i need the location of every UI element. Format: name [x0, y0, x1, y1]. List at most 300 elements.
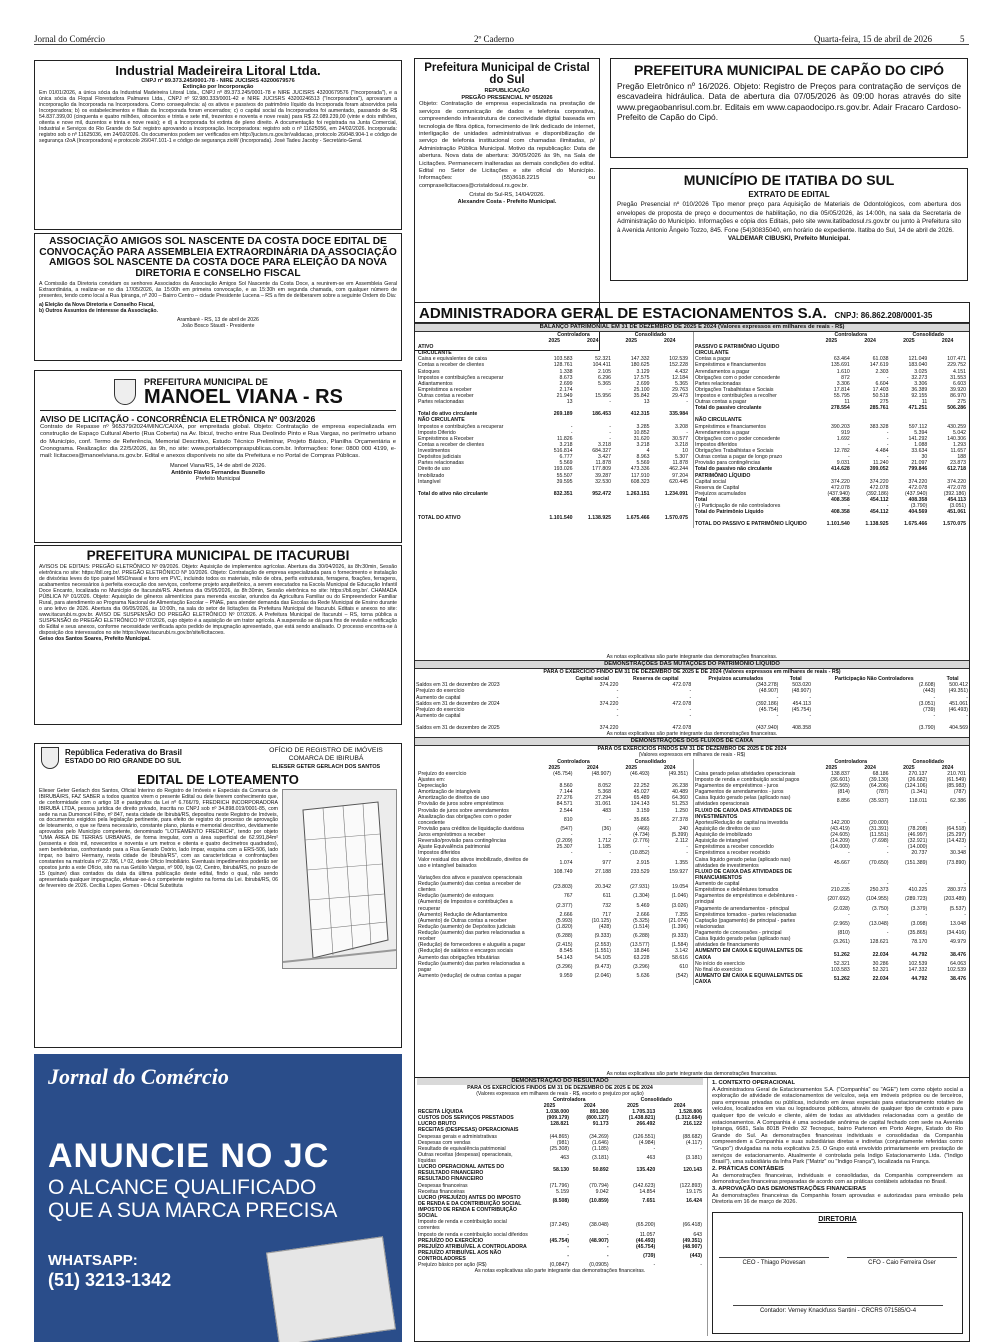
cell-value: (443)	[689, 1253, 702, 1259]
cell-value: 412.315	[630, 411, 650, 418]
cell-value: 8.545	[559, 948, 573, 955]
notice-signature-role: Prefeito Municipal	[195, 476, 241, 483]
cell-value: (343.278)	[756, 682, 779, 689]
cell-value: (49.351)	[682, 1237, 702, 1244]
cell-value: (27.931)	[630, 884, 650, 891]
cell-value: 140.306	[947, 435, 966, 442]
cell-value: -	[886, 454, 889, 461]
cash-flow-note: As notas explicativas são parte integrante das demonstrações financeiras.	[606, 1070, 778, 1077]
table-row	[417, 930, 689, 942]
cell-value: (46.997)	[907, 832, 928, 839]
cash-flow-title: DEMONSTRAÇÕES DOS FLUXOS DE CAIXA	[415, 737, 969, 746]
row-label: Pagamentos de empréstimos e debêntures - principal	[695, 893, 798, 906]
cell-value: (20.000)	[869, 819, 889, 826]
table-row	[417, 961, 689, 973]
cell-value: 103.583	[553, 356, 573, 363]
row-label: Reversão/provisão para contingências	[418, 838, 507, 845]
row-label: Despesas gerais e administrativas	[418, 1133, 498, 1140]
table-row	[694, 795, 967, 807]
row-label: Empréstimos e debêntures tomados	[695, 887, 779, 894]
col-year: 2025	[825, 337, 838, 344]
row-label: LUCRO OPERACIONAL ANTES DO RESULTADO FINANCEIRO	[418, 1164, 505, 1177]
cell-value: -	[609, 399, 611, 406]
cell-value: 44.792	[911, 976, 928, 983]
cell-value: (739)	[643, 1253, 656, 1259]
notice-title: Prefeitura Municipal de Cristal do Sul	[424, 62, 590, 87]
cell-value: (70.794)	[589, 1182, 609, 1189]
cell-value: (437.940)	[905, 490, 928, 497]
table-row	[694, 857, 967, 869]
cell-value: -	[776, 694, 779, 701]
cell-value: 7.144	[559, 789, 573, 796]
row-label: LUCRO (PREJUÍZO) ANTES DO IMPOSTO DE RENDA E DA CONTRIBUIÇÃO SOCIAL	[418, 1194, 522, 1207]
cash-flow	[415, 759, 969, 1071]
notice-signature: Alexandre Costa - Prefeito Municipal.	[457, 198, 557, 205]
row-label: NÃO CIRCULANTE	[418, 417, 465, 424]
row-label: Prejuízo básico por ação (R$)	[418, 1262, 487, 1269]
cell-value: 27.188	[595, 868, 611, 875]
cell-value: (542)	[675, 972, 688, 979]
cell-value: 3.218	[598, 441, 611, 448]
cell-value: -	[925, 881, 928, 888]
cell-value: 2.915	[636, 859, 650, 866]
cell-value: (73.890)	[946, 859, 966, 866]
cell-value: -	[848, 850, 850, 857]
cell-value: (5.399)	[671, 832, 688, 839]
cell-value: 14.854	[639, 1188, 656, 1195]
table-row	[417, 1250, 703, 1262]
cell-value: 45.667	[833, 859, 850, 866]
row-label: IMPOSTO DE RENDA E CONTRIBUIÇÃO SOCIAL	[418, 1207, 517, 1220]
cell-value: 608.323	[630, 478, 650, 485]
row-label: Caixa líquido gerado pelas (aplicado nas) atividades de investimentos	[695, 856, 791, 869]
cell-value: 20.737	[911, 850, 928, 857]
agenda-item-2: b) Outros Assuntos de interesse da Associação.	[39, 307, 158, 314]
cell-value: (49.351)	[948, 688, 968, 695]
row-label: Impostos diferidos	[418, 850, 461, 857]
cell-value: -	[606, 1253, 609, 1259]
row-label: Resultado de equivalência patrimonial	[418, 1145, 506, 1152]
cell-value: (46.493)	[948, 706, 968, 713]
table-row	[417, 899, 689, 911]
cell-value: 8.673	[559, 374, 573, 381]
cell-value: 142.200	[830, 819, 850, 826]
cell-value: (4.984)	[638, 1139, 656, 1146]
cell-value: 408.358	[792, 725, 812, 732]
row-label: Total do Patrimônio Líquido	[695, 509, 764, 516]
cell-value	[812, 808, 851, 820]
cell-value: (2.209)	[556, 838, 573, 845]
cell-value: 250.373	[869, 887, 889, 894]
cell-value: 55.795	[833, 393, 850, 400]
cell-value: (1.646)	[592, 1139, 609, 1146]
cell-value: (1.046)	[671, 893, 688, 900]
cell-value: (5.325)	[633, 917, 650, 924]
cell-value: 3.218	[675, 441, 688, 448]
row-label: Adiantamentos	[418, 380, 453, 387]
cell-value: (23.803)	[553, 884, 573, 891]
notice-body: Em 01/01/2026, a única sócia da Industrial Madeireira Litoral Ltda., CNPJ nº 89.373.245/0001-78 e NIRE JUCISRS 43200679576 ("Incorporada"), e a única sócia da Flopal Florestadora Palmares Ltda., CNPJ nº 92.980.333/0001-42 e NIRE JUCISRS 43200246513 ("Incorporadora"), aprovaram a incorporação da Incorporada na Incorporadora. Como consequência: a) os ativos e passivos do patrimônio líquido da Incorporada foram absorvidos pela Incorporadora; b) os estabelecimentos e filiais da Incorporada foram encerrados; c) o capital social da Incorporadora foi aumentado, passando de R$ 54.837.399,00 (cinquenta e quatro milhões, oitocentos e trinta e sete mil, trezentos e noventa e nove reais) para R$ 22.089.239,00 (vinte e dois milhões, oitenta e nove mil, duzentos e trinta e nove reais); e d) a Incorporada foi extinta de pleno direito. A documentação foi registrada na Junta Comercial, Industrial e Serviços do Rio Grande do Sul: registro aprovando a incorporação. Incorporadora: registro sob o nº 11625056, em 24/02/2026. Incorporada: registro sob o nº 11625036, em 24/02/2026. Os documentos podem ser verificados em http://jucisrs.rs.gov.br/validacao, protocolo 26/048.904-1 e código de segurança r2oA (Incorporadora) e protocolo 26/047.101-1 e código de segurança zioW (Incorporada). José Tadeu Jacoby - Secretário-Geral.	[39, 89, 397, 144]
cell-value: 233.529	[630, 868, 650, 875]
cash-flow-subtitle-2: (Valores expressos em milhares de reais - R$)	[638, 752, 746, 759]
row-label: Imposto de renda e contribuição social diferidos	[418, 1231, 528, 1238]
row-label: Depreciação	[418, 783, 448, 790]
equity-changes-table	[415, 676, 969, 731]
row-label: Outras contas a pagar	[695, 399, 747, 406]
notice-body: Pregão Eletrônico nº 16/2026. Objeto: Registro de Preços para contratação de serviços de escavadeira hidráulica. Data de abertura dia 07/05/2026 às 09:00 horas através do site www.pregaobanrisul.com.br. Editais em www.capaodocipo.rs.gov.br. Adair Fracaro Cardoso- Prefeito de Capão do Cipó.	[617, 80, 961, 123]
cell-value: 472.078	[672, 682, 692, 689]
cell-value: 31.620	[633, 435, 650, 442]
col-consolidado: Consolidado	[912, 758, 944, 765]
table-row	[694, 424, 967, 430]
cell-value: -	[567, 1243, 569, 1250]
cell-value: (909.179)	[546, 1115, 569, 1122]
column-header: Participação Não Controladores	[834, 676, 914, 683]
cell-value: 2.699	[636, 380, 650, 387]
cell-value: (787)	[876, 789, 889, 796]
cell-value: 147.332	[630, 356, 650, 363]
col-year: 2025	[825, 764, 838, 771]
cell-value: (85.983)	[946, 783, 966, 790]
cell-value: (739)	[923, 706, 936, 713]
cell-value: 717	[602, 911, 611, 918]
cell-value: 135.691	[830, 362, 850, 369]
row-label: Impostos e contribuições a recolher	[695, 393, 777, 400]
income-statement-subtitle-2: (Valores expressos em milhares de reais - R$, exceto o prejuízo por ação)	[476, 1090, 644, 1097]
table-row	[694, 808, 967, 820]
cash-flow-operating-table	[417, 759, 689, 980]
col-controladora: Controladora	[834, 758, 868, 765]
cell-value: -	[609, 429, 611, 436]
cell-value: (38.048)	[589, 1222, 609, 1229]
cell-value: 2.303	[875, 368, 889, 375]
cell-value: 472.078	[672, 725, 692, 732]
cell-value: -	[700, 1262, 702, 1269]
cell-value: (35.937)	[869, 798, 889, 805]
cell-value: 15.956	[595, 393, 611, 400]
table-row	[694, 466, 967, 472]
cell-value: (1.185)	[592, 1145, 609, 1152]
cell-value: -	[567, 1253, 569, 1259]
cell-value: (32.921)	[907, 838, 928, 845]
row-label: Obrigações com o poder concedente	[695, 374, 781, 381]
cell-value: -	[886, 930, 889, 937]
cell-value: 3.159	[636, 807, 650, 814]
cell-value: 451.061	[949, 700, 968, 707]
cell-value: 49.979	[950, 939, 966, 946]
cell-value: 451.061	[947, 509, 966, 516]
cell-value: 2.544	[559, 807, 573, 814]
cell-value: (44.865)	[549, 1133, 569, 1140]
cell-value: (437.940)	[827, 490, 850, 497]
col-consolidado: Consolidado	[912, 331, 944, 338]
cell-value: 9.959	[559, 972, 573, 979]
row-label: RESULTADO FINANCEIRO	[418, 1176, 484, 1183]
cell-value: (10.852)	[630, 850, 650, 857]
cell-value: 1.570.075	[664, 514, 688, 521]
cell-value: (66.418)	[682, 1222, 702, 1229]
cell-value: (1.551)	[594, 948, 611, 955]
cell-value: 1.528.806	[678, 1109, 702, 1116]
cell-value: 52.321	[595, 356, 611, 363]
cell-value: 610	[679, 963, 688, 970]
cell-value: 3.208	[675, 423, 688, 430]
row-label: Total do passivo não circulante	[695, 466, 773, 473]
row-label: Imposto Diferido	[418, 429, 456, 436]
brasil-coat-of-arms-icon	[41, 747, 59, 769]
cell-value: 38.476	[950, 951, 966, 958]
cell-value: 29.473	[672, 393, 688, 400]
cell-value: 51.262	[833, 976, 850, 983]
row-label: Empréstimos e financiamentos	[695, 423, 766, 430]
notice-subtitle: Extinção por Incorporação	[182, 84, 254, 91]
note-2-body: As demonstrações financeiras, individuais e consolidadas, da Companhia compreendem as demonstrações financeiras preparadas de acordo com as práticas contábeis adotadas no Brasil.	[712, 1172, 963, 1186]
cell-value: 10	[682, 448, 688, 455]
agenda-item-1: a) Eleição da Nova Diretoria e Conselho Fiscal,	[39, 301, 155, 308]
cell-value: 26.238	[672, 783, 688, 790]
cell-value: 159.927	[669, 868, 688, 875]
cell-value: 22.252	[633, 783, 650, 790]
cell-value: (0,0905)	[589, 1262, 609, 1269]
cell-value: 21.949	[556, 393, 573, 400]
cell-value: -	[609, 816, 611, 823]
cell-value: 374.220	[908, 478, 928, 485]
cell-value: 3.306	[836, 380, 850, 387]
cell-value: 6.296	[598, 374, 611, 381]
cell-value: 374.220	[599, 700, 619, 707]
cell-value: 472.078	[947, 484, 966, 491]
row-label: Saldos em 31 de dezembro de 2025	[416, 725, 500, 732]
cell-value: 17.575	[633, 374, 650, 381]
cash-flow-investing-table	[694, 759, 967, 986]
cell-value: 30.286	[872, 960, 889, 967]
cell-value: 65.489	[633, 795, 650, 802]
cell-value: (392.186)	[943, 490, 966, 497]
cell-value: 21.097	[911, 460, 928, 467]
cell-value: 275	[957, 399, 966, 406]
cell-value: 1.101.540	[826, 521, 850, 528]
row-label: Saldos em 31 de dezembro de 2024	[416, 700, 500, 707]
table-row	[417, 1164, 703, 1176]
col-year: 2024	[941, 337, 954, 344]
cell-value: (547)	[560, 825, 573, 832]
cell-value: 5.042	[953, 429, 966, 436]
cell-value: 454.112	[870, 497, 889, 504]
company-name: ADMINISTRADORA GERAL DE ESTACIONAMENTOS S.A.	[419, 305, 827, 322]
col-year: 2024	[586, 337, 599, 344]
cell-value: (13.048)	[869, 920, 889, 927]
note-3-body: As demonstrações financeiras da Companhia foram aprovadas e autorizadas para emissão pela Diretoria em 16 de março de 2026.	[712, 1192, 963, 1206]
row-label: Variações dos ativos e passivos operacionais	[418, 874, 523, 881]
cell-value: 108.749	[553, 868, 573, 875]
col-controladora: Controladora	[557, 331, 590, 338]
row-label: Partes relacionadas	[695, 380, 741, 387]
table-row	[694, 509, 967, 515]
table-row	[694, 936, 967, 948]
cell-value: 7.355	[675, 911, 688, 918]
row-label: No início do exercício	[695, 960, 745, 967]
cell-value: 36.389	[911, 386, 928, 393]
notice-manoel-viana	[34, 370, 402, 543]
row-label: Aquisição de direitos de uso	[695, 825, 760, 832]
column-header: Reserva de capital	[633, 676, 679, 683]
notice-title: Industrial Madeireira Litoral Ltda.	[115, 63, 321, 78]
notice-title: PREFEITURA MUNICIPAL DE ITACURUBI	[86, 548, 350, 563]
cell-value: 1.138.925	[865, 521, 889, 528]
cell-value: 107.471	[947, 356, 966, 363]
cell-value: 374.220	[830, 478, 850, 485]
registry-office: OFÍCIO DE REGISTRO DE IMÓVEIS COMARCA DE IBIRUBÁ	[269, 747, 383, 762]
cell-value: (78.208)	[907, 825, 928, 832]
cell-value: (151.389)	[905, 859, 928, 866]
row-label: (Aumento) de Outras contas a receber	[418, 917, 507, 924]
ad-phone: (51) 3213-1342	[48, 1269, 172, 1290]
cell-value: 19.175	[686, 1188, 702, 1195]
cell-value: 4	[646, 448, 650, 455]
cell-value: 10.852	[633, 429, 650, 436]
cell-value: (34.269)	[589, 1133, 609, 1140]
cell-value: (3.296)	[633, 963, 650, 970]
cell-value: 6.604	[875, 380, 889, 387]
cell-value: 410.225	[908, 887, 928, 894]
cell-value: 620.445	[669, 478, 688, 485]
row-label: Empréstimos a receber concedido	[695, 844, 774, 851]
note-2-title: 2. PRÁTICAS CONTÁBEIS	[712, 1165, 784, 1172]
row-label: Valor residual dos ativos imobilizado, direitos de uso e intangível baixados	[418, 856, 529, 869]
cell-value: 32.530	[595, 478, 611, 485]
row-label: Total do passivo circulante	[695, 405, 762, 412]
cell-value: 1.185	[598, 844, 611, 851]
cell-value: 104.411	[592, 362, 611, 369]
cell-value: (1.341)	[910, 789, 928, 796]
cell-value: -	[616, 712, 619, 719]
row-label: Amortização de intangíveis	[418, 789, 481, 796]
cell-value: 2.174	[559, 386, 573, 393]
cell-value: 278.554	[830, 405, 850, 412]
cell-value: 27.276	[556, 795, 573, 802]
cell-value: (4.734)	[633, 832, 650, 839]
column-header: Prejuízos acumulados	[708, 676, 764, 683]
row-label: Atualização das obrigações com o poder concedente	[418, 813, 512, 826]
table-row	[417, 1207, 703, 1219]
cell-value: (46.493)	[635, 1237, 656, 1244]
cell-value: (36)	[601, 825, 611, 832]
cell-value: 454.113	[947, 497, 966, 504]
cell-value: 414.628	[830, 466, 850, 473]
cell-value: 19.054	[672, 884, 688, 891]
cell-value: (3.379)	[910, 905, 928, 912]
cell-value: 5.636	[636, 972, 650, 979]
cell-value: 1.675.466	[626, 514, 650, 521]
cell-value: 8.963	[636, 454, 650, 461]
cell-value: 11.657	[950, 448, 966, 455]
notice-place-date: Manoel Viana/RS, 14 de abril de 2026.	[170, 463, 266, 470]
cell-value: 64.063	[950, 960, 966, 967]
cell-value: (14.000)	[907, 844, 928, 851]
cell-value: -	[689, 688, 692, 695]
cell-value: 1.101.540	[549, 514, 573, 521]
cell-value: (1.396)	[671, 923, 688, 930]
cell-value: 1.675.466	[904, 521, 928, 528]
table-row	[694, 521, 967, 527]
col-year: 2024	[673, 1102, 686, 1109]
row-label: Caixa e equivalentes de caixa	[418, 356, 487, 363]
table-row	[694, 405, 967, 411]
cell-value: 92.155	[911, 393, 928, 400]
cell-value: -	[776, 712, 779, 719]
row-label: Provisão de juros sobre arrendamentos	[418, 807, 509, 814]
cell-value: -	[964, 844, 966, 851]
cell-value: 152.228	[669, 362, 688, 369]
equity-changes-title: DEMONSTRAÇÕES DAS MUTAÇÕES DO PATRIMÔNIO LÍQUIDO	[415, 660, 969, 669]
row-label: Arrendamentos a pagar	[695, 368, 750, 375]
cell-value: 6.777	[559, 454, 573, 461]
cell-value: 7.651	[642, 1197, 656, 1204]
cell-value: 51.253	[672, 801, 688, 808]
row-label: Provisão de juros sobre empréstimos	[418, 801, 504, 808]
cell-value: 1.234.091	[664, 490, 688, 497]
cell-value: (0,0847)	[549, 1262, 569, 1269]
cell-value: 454.112	[870, 509, 889, 516]
row-label: CIRCULANTE	[418, 350, 452, 357]
cell-value: (31.391)	[869, 825, 889, 832]
table-row	[694, 948, 967, 960]
row-label: CIRCULANTE	[695, 350, 729, 357]
notice-subtitle: EXTRATO DE EDITAL	[748, 189, 830, 199]
cell-value: 78.170	[911, 939, 928, 946]
row-label: Prejuízo do exercício	[416, 706, 465, 713]
cell-value: (48.907)	[682, 1243, 702, 1250]
cell-value: 269.189	[553, 411, 573, 418]
cell-value: 4.484	[875, 448, 889, 455]
cell-value: (65.200)	[635, 1222, 656, 1229]
cell-value: 399.052	[869, 466, 889, 473]
row-label: Prejuízos acumulados	[695, 490, 747, 497]
table-row	[417, 857, 689, 869]
board-signatures	[712, 1212, 963, 1334]
note-1-title: 1. CONTEXTO OPERACIONAL	[712, 1079, 795, 1086]
section-name: 2º Caderno	[474, 34, 515, 44]
registry-officer: ELIESER GETER GERLACH DOS SANTOS	[271, 764, 381, 770]
cell-value: 2.666	[636, 911, 650, 918]
cell-value: 118.011	[909, 798, 928, 805]
ceo-signature: CEO - Thiago Piovesan	[719, 1257, 829, 1267]
cell-value: 374.220	[599, 682, 619, 689]
row-label: TOTAL DO ATIVO	[418, 514, 461, 521]
cell-value: 128.621	[869, 939, 889, 946]
equity-changes-note: As notas explicativas são parte integrante das demonstrações financeiras.	[606, 731, 778, 738]
cell-value: (810)	[837, 930, 850, 937]
cell-value: 58.130	[553, 1167, 569, 1174]
notice-body: Pregão Presencial nº 010/2026 Tipo menor preço para Aquisição de Materiais de Odontológicos, com abertura dos envelopes de proposta de preço e documentos de habilitação, no dia 05/05/2026, às 14:00h, na sala da Secretaria de Administração do Município. Informações e cópia dos Editais, pelo site www.itatibadosul.rs.gov.br ou junto à Prefeitura sito à Avenida Antonio Ângelo Tozzo, 845. Fone (54)30835040, em horário de expediente. Itatiba do Sul, 14 de abril de 2026.	[617, 201, 961, 234]
row-label: Empréstimos a Receber	[418, 435, 474, 442]
cell-value	[812, 869, 851, 881]
cell-value: (787)	[953, 789, 966, 796]
notice-body: Elieser Geter Gerlach dos Santos, Oficial Interino do Registro de Imóveis e Especiais da Comarca de IBIRUBÁ/RS, FAZ SABER a todos quantos virem o presente Edital ou dele tiverem conhecimento que, de conformidade com o artigo 18 e parágrafos da Lei nº 6.766/79, FREDRICH INCORPORADORA IBIRUBÁ LTDA, pessoa jurídica de direito privado, inscrita no CNPJ sob nº 34.898.019/0001-85, com sede na rua Dumoncel Filho, nº 847, nesta cidade de Ibirubá/RS, depositou neste Registro de Imóveis, os documentos exigidos pela legislação pertinente, para efeito de registro do processo de aprovação de loteamento, o que se fizera necessário, constante plano, planta e memorial descritivo, devidamente aprovados pelo Município competente, denominado "LOTEAMENTO FREDRICH", tendo por objeto "UMA ÁREA DE TERRAS URBANAS, de forma irregular, com a área superficial de 62.991,84m² (sessenta e dois mil, novecentos e noventa e um metros e oitenta e quatro decímetros quadrados), sem benfeitorias, confrontando para a Rua Gerado Osório, lado ímpar, esquina com a ERS-506, lado ímpar, no bairro Hermany, nesta cidade de Ibirubá/RS", com as características e confrontações constantes na matrícula nº 22.786, Lº 02, deste Ofício Imobiliário. Eventuais impedimentos poderão ser opostos junto a este Ofício, sito na rua Getúlio Vargas, nº 900, loja 02, Centro, Ibirubá/RS, no prazo de 15 (quinze) dias contados da data da última publicação deste edital, findo o qual, não sendo apresentada qualquer impugnação, efetuar-se-á o competente registro na forma da Lei. Ibirubá/RS, 06 de fevereiro de 2026. Cecília Lopes Gomes - Oficial Substituta	[39, 787, 278, 890]
cell-value: (64.518)	[946, 825, 966, 832]
cell-value: (45.754)	[635, 1243, 656, 1250]
row-label: AUMENTO EM CAIXA E EQUIVALENTES DE CAIXA	[695, 972, 803, 986]
cell-value: 5.159	[556, 1188, 569, 1195]
cell-value: (9.333)	[671, 933, 688, 940]
cell-value: 135.420	[636, 1167, 656, 1174]
row-label: Caixa gerado pelas atividades operacionais	[695, 770, 796, 777]
col-year: 2025	[548, 764, 561, 771]
row-label: CUSTOS DOS SERVIÇOS PRESTADOS	[418, 1115, 514, 1122]
cell-value: (814)	[837, 789, 850, 796]
row-label: AUMENTO EM CAIXA E EQUIVALENTES DE CAIXA	[695, 948, 803, 961]
row-label: FLUXO DE CAIXA DAS ATIVIDADES DE FINANCIAMENTOS	[695, 868, 792, 881]
